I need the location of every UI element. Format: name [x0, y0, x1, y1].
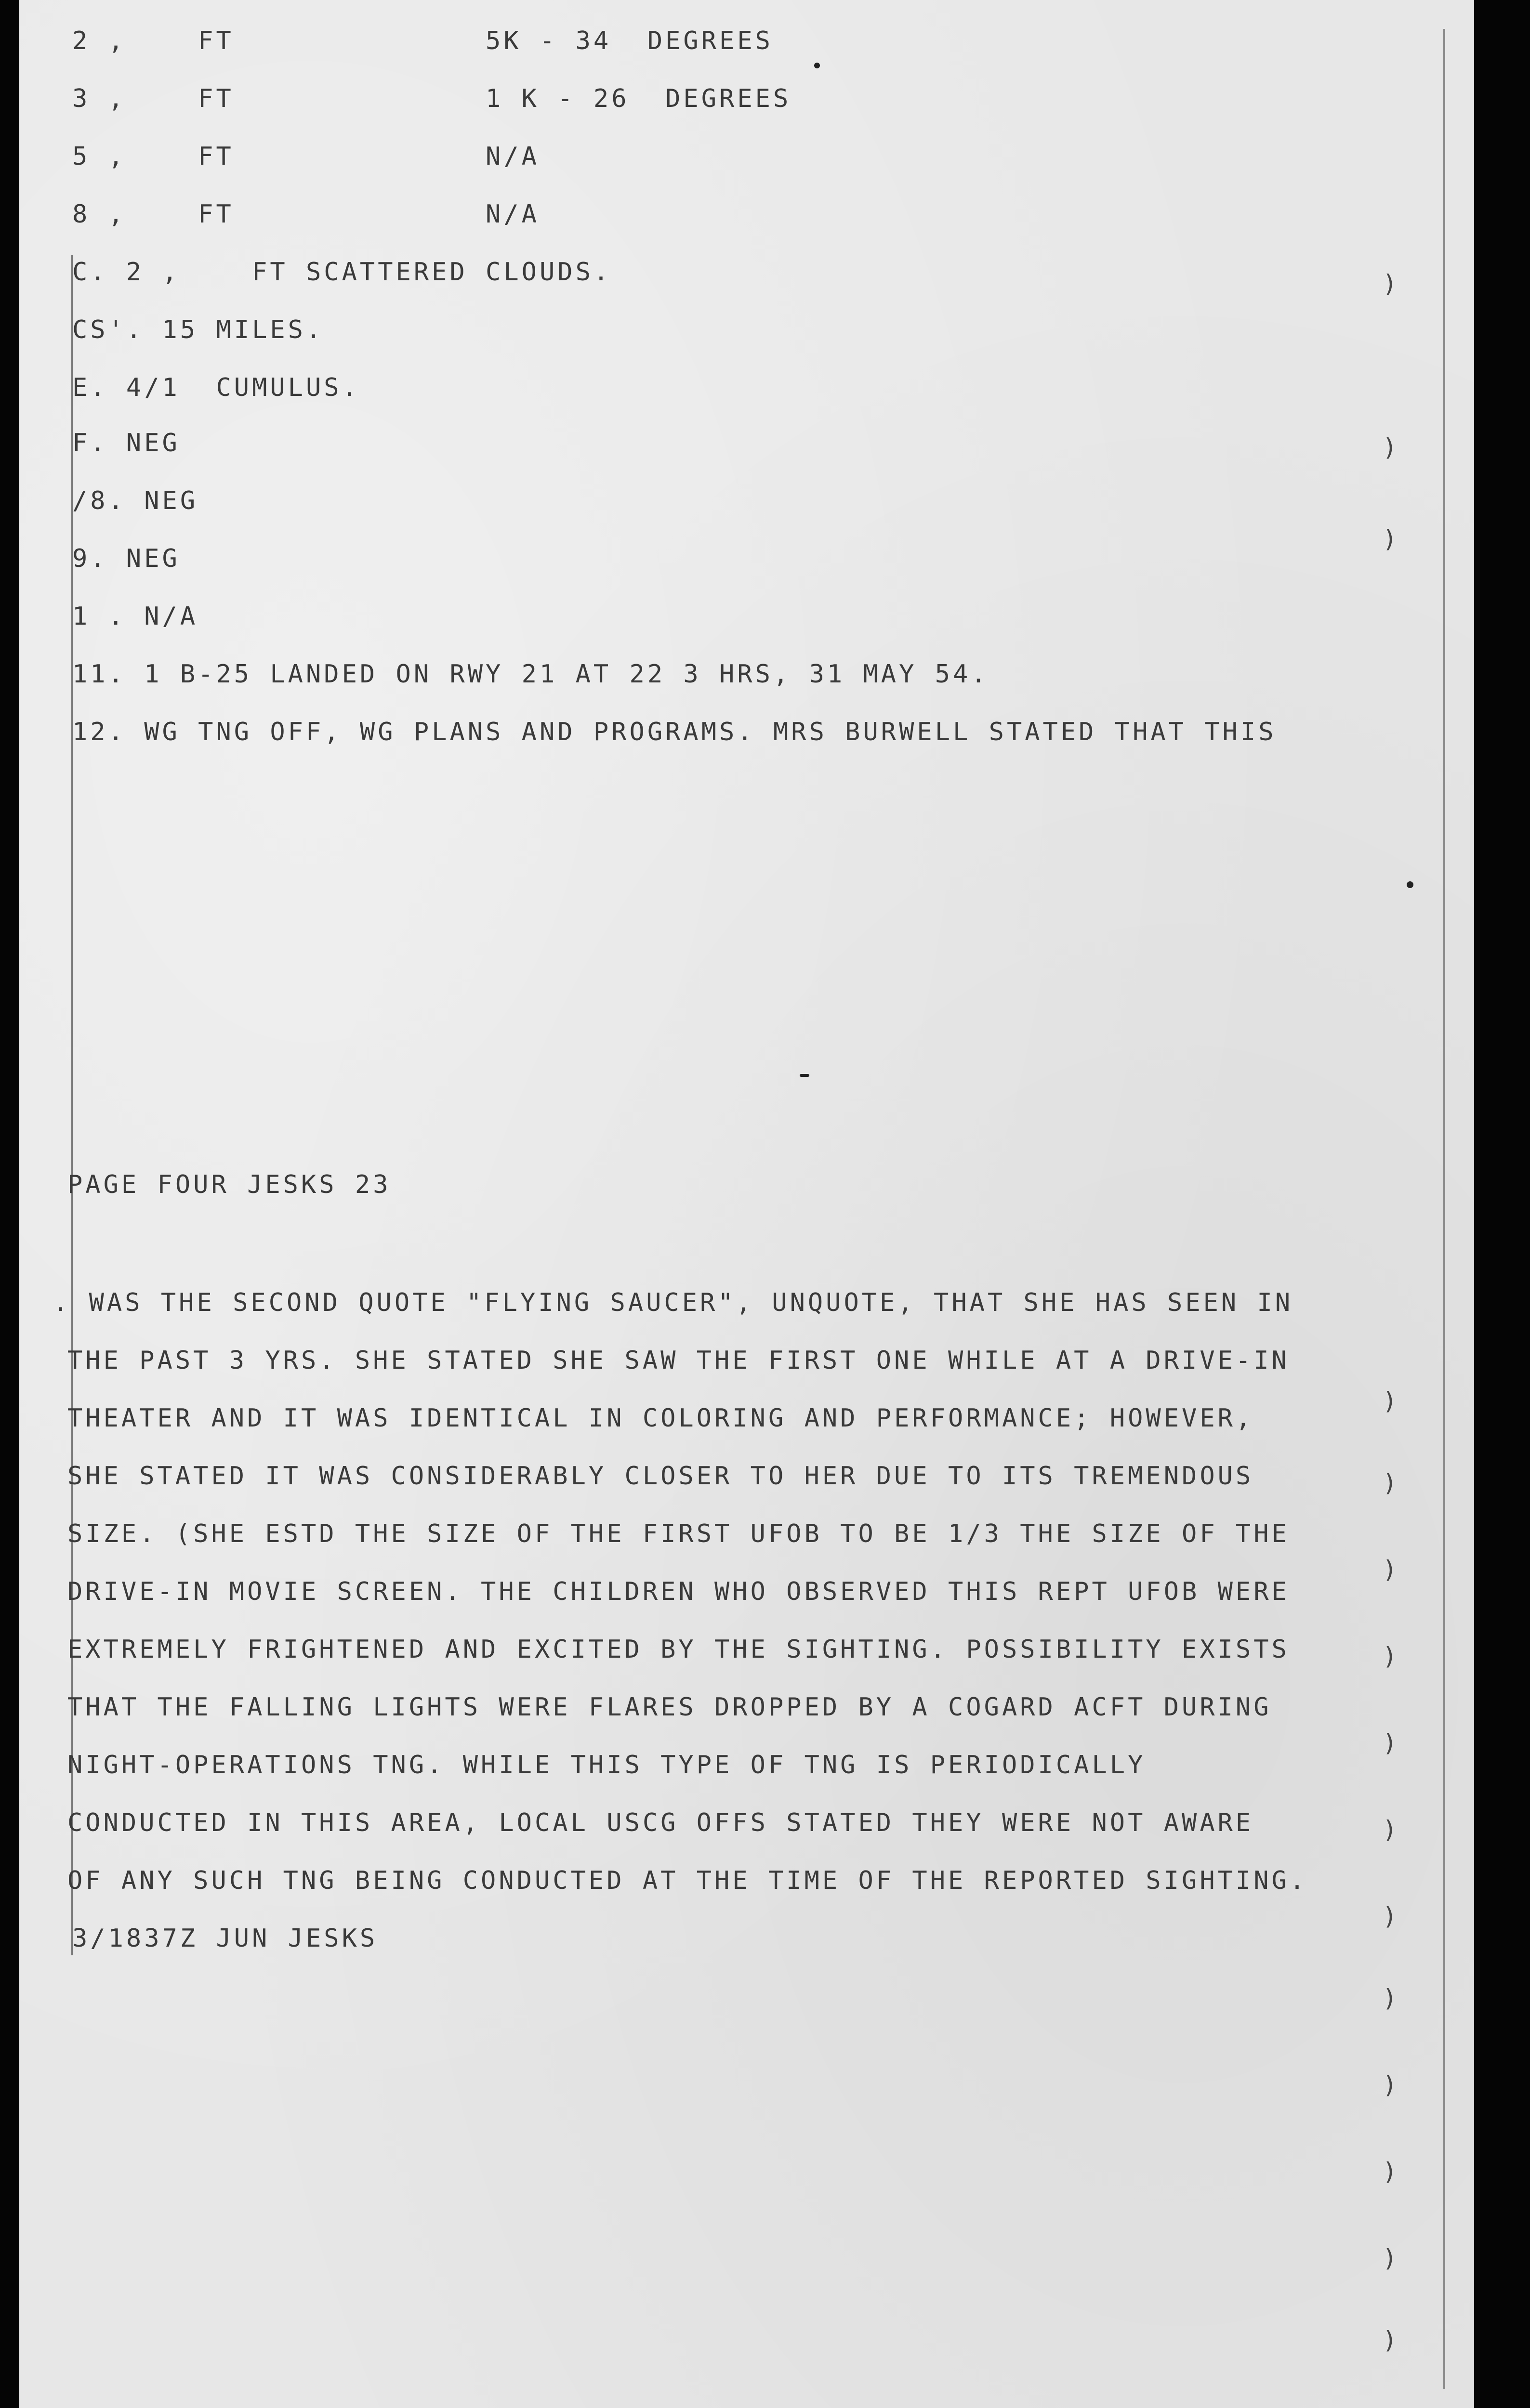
text-line: 2 , FT 5K - 34 DEGREES: [72, 26, 773, 55]
text-line: THE PAST 3 YRS. SHE STATED SHE SAW THE FIRST ONE WHILE AT A DRIVE-IN: [67, 1346, 1290, 1375]
text-line: OF ANY SUCH TNG BEING CONDUCTED AT THE TIME OF THE REPORTED SIGHTING.: [67, 1866, 1308, 1895]
text-line: 1 . N/A: [72, 602, 198, 631]
margin-mark: ): [1382, 1469, 1397, 1497]
margin-mark: ): [1382, 1642, 1397, 1670]
speck: [1407, 881, 1413, 888]
margin-mark: ): [1382, 1902, 1397, 1930]
margin-mark: ): [1382, 2158, 1397, 2186]
text-line: 12. WG TNG OFF, WG PLANS AND PROGRAMS. MRS BURWELL STATED THAT THIS: [72, 718, 1277, 746]
text-line: THEATER AND IT WAS IDENTICAL IN COLORING AND PERFORMANCE; HOWEVER,: [67, 1404, 1254, 1433]
margin-mark: ): [1382, 1387, 1397, 1415]
text-line: 11. 1 B-25 LANDED ON RWY 21 AT 22 3 HRS, 31 MAY 54.: [72, 660, 989, 689]
text-line: DRIVE-IN MOVIE SCREEN. THE CHILDREN WHO OBSERVED THIS REPT UFOB WERE: [67, 1577, 1290, 1606]
text-line: /8. NEG: [72, 486, 198, 515]
right-edge-rule: [1443, 29, 1445, 2389]
text-line: F. NEG: [72, 429, 180, 458]
speck: [814, 63, 820, 68]
text-line: THAT THE FALLING LIGHTS WERE FLARES DROPPED BY A COGARD ACFT DURING: [67, 1693, 1272, 1722]
text-line: . WAS THE SECOND QUOTE "FLYING SAUCER", UNQUOTE, THAT SHE HAS SEEN IN: [53, 1288, 1293, 1317]
speck: [800, 1074, 809, 1077]
page-header: PAGE FOUR JESKS 23: [67, 1170, 391, 1199]
text-line: CONDUCTED IN THIS AREA, LOCAL USCG OFFS STATED THEY WERE NOT AWARE: [67, 1808, 1254, 1837]
margin-mark: ): [1382, 433, 1397, 461]
margin-mark: ): [1382, 525, 1397, 553]
margin-mark: ): [1382, 270, 1397, 298]
text-line: E. 4/1 CUMULUS.: [72, 373, 360, 402]
text-line: 5 , FT N/A: [72, 142, 540, 171]
text-line: SHE STATED IT WAS CONSIDERABLY CLOSER TO HER DUE TO ITS TREMENDOUS: [67, 1462, 1254, 1491]
margin-mark: ): [1382, 1816, 1397, 1844]
margin-mark: ): [1382, 2071, 1397, 2099]
margin-mark: ): [1382, 1729, 1397, 1757]
text-line: 8 , FT N/A: [72, 200, 540, 229]
text-line: CS'. 15 MILES.: [72, 315, 324, 344]
margin-mark: ): [1382, 2326, 1397, 2354]
text-line: EXTREMELY FRIGHTENED AND EXCITED BY THE SIGHTING. POSSIBILITY EXISTS: [67, 1635, 1290, 1664]
text-line: SIZE. (SHE ESTD THE SIZE OF THE FIRST UFOB TO BE 1/3 THE SIZE OF THE: [67, 1519, 1290, 1548]
text-line: 3/1837Z JUN JESKS: [72, 1924, 378, 1953]
margin-mark: ): [1382, 1556, 1397, 1584]
text-line: NIGHT-OPERATIONS TNG. WHILE THIS TYPE OF TNG IS PERIODICALLY: [67, 1751, 1146, 1780]
document-page: [19, 0, 1474, 2408]
text-line: 9. NEG: [72, 544, 180, 573]
margin-mark: ): [1382, 2244, 1397, 2272]
text-line: C. 2 , FT SCATTERED CLOUDS.: [72, 258, 612, 287]
text-line: 3 , FT 1 K - 26 DEGREES: [72, 84, 791, 113]
margin-mark: ): [1382, 1984, 1397, 2012]
